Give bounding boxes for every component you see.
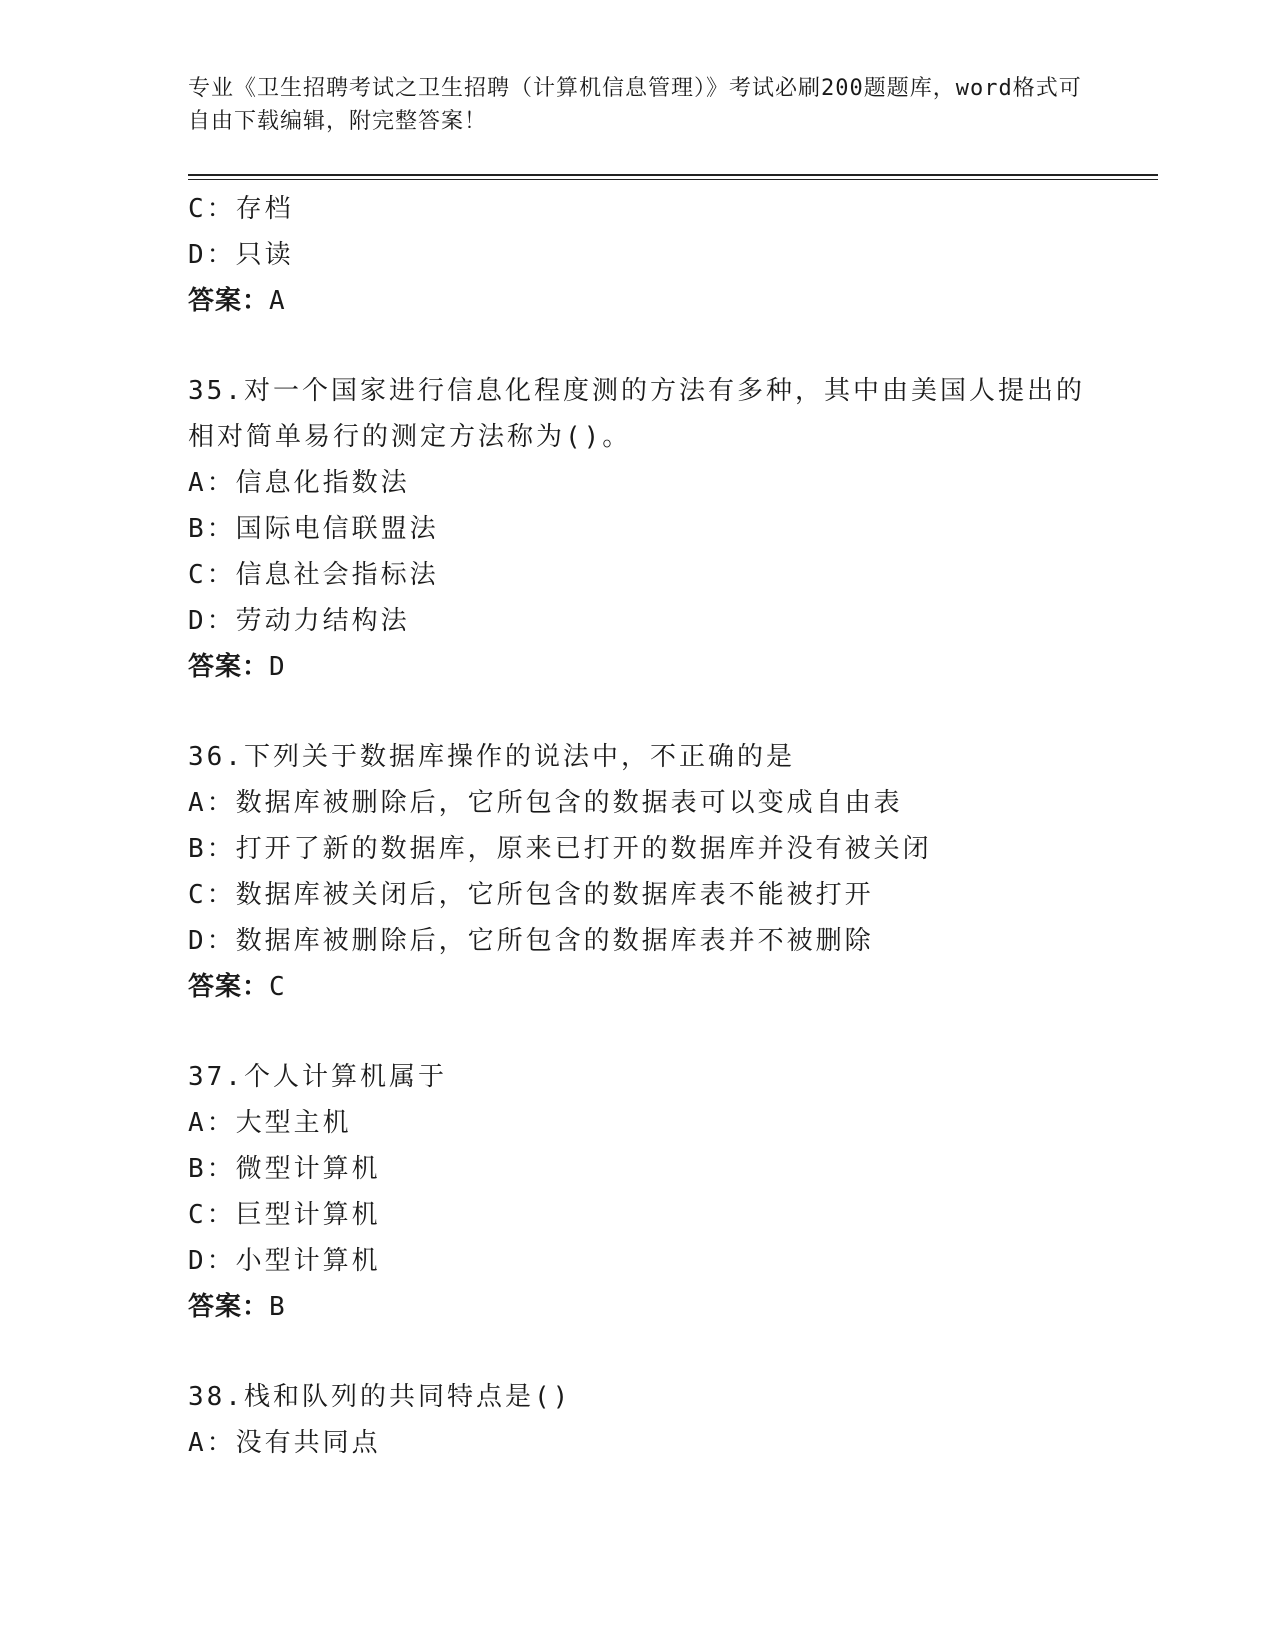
question-37: [188, 1054, 1158, 1330]
option-line: A：信息化指数法: [188, 468, 410, 498]
option-line: D：数据库被删除后，它所包含的数据库表并不被删除: [188, 926, 874, 956]
answer-label: 答案：: [188, 972, 270, 1002]
option-line: A：没有共同点: [188, 1428, 381, 1458]
option-line: D：只读: [188, 240, 294, 270]
option-line: C：存档: [188, 194, 294, 224]
option-line: A：数据库被删除后，它所包含的数据表可以变成自由表: [188, 788, 903, 818]
option-line: B：国际电信联盟法: [188, 514, 439, 544]
answer-label: 答案：: [188, 1292, 270, 1322]
option-line: D：小型计算机: [188, 1246, 381, 1276]
answer-line: [188, 964, 1158, 1010]
answer-line: [188, 644, 1158, 690]
answer-line: [188, 1284, 1158, 1330]
question-stem: 37.个人计算机属于: [188, 1062, 447, 1092]
question-35: [188, 368, 1158, 690]
header-divider: [188, 174, 1158, 180]
option-line: C：巨型计算机: [188, 1200, 381, 1230]
question-stem: 36.下列关于数据库操作的说法中，不正确的是: [188, 742, 795, 772]
answer-value: D: [269, 652, 286, 682]
option-line: B：打开了新的数据库，原来已打开的数据库并没有被关闭: [188, 834, 932, 864]
option-line: B：微型计算机: [188, 1154, 381, 1184]
option-line: A：大型主机: [188, 1108, 352, 1138]
answer-line: [188, 278, 1158, 324]
question-38: [188, 1374, 1158, 1466]
answer-value: C: [269, 972, 286, 1002]
option-line: C：数据库被关闭后，它所包含的数据库表不能被打开: [188, 880, 874, 910]
document-page: [188, 72, 1158, 1466]
question-stem: 35.对一个国家进行信息化程度测的方法有多种，其中由美国人提出的: [188, 376, 1085, 406]
answer-label: 答案：: [188, 652, 270, 682]
answer-label: 答案：: [188, 286, 270, 316]
question-36: [188, 734, 1158, 1010]
answer-value: A: [269, 286, 286, 316]
option-line: D：劳动力结构法: [188, 606, 410, 636]
option-line: C：信息社会指标法: [188, 560, 439, 590]
answer-value: B: [269, 1292, 286, 1322]
document-header: 专业《卫生招聘考试之卫生招聘（计算机信息管理）》考试必刷200题题库，word格式可自由下载编辑，附完整答案！: [188, 76, 1082, 134]
question-stem: 相对简单易行的测定方法称为()。: [188, 422, 632, 452]
carryover-block: [188, 186, 1158, 324]
question-stem: 38.栈和队列的共同特点是(): [188, 1382, 572, 1412]
